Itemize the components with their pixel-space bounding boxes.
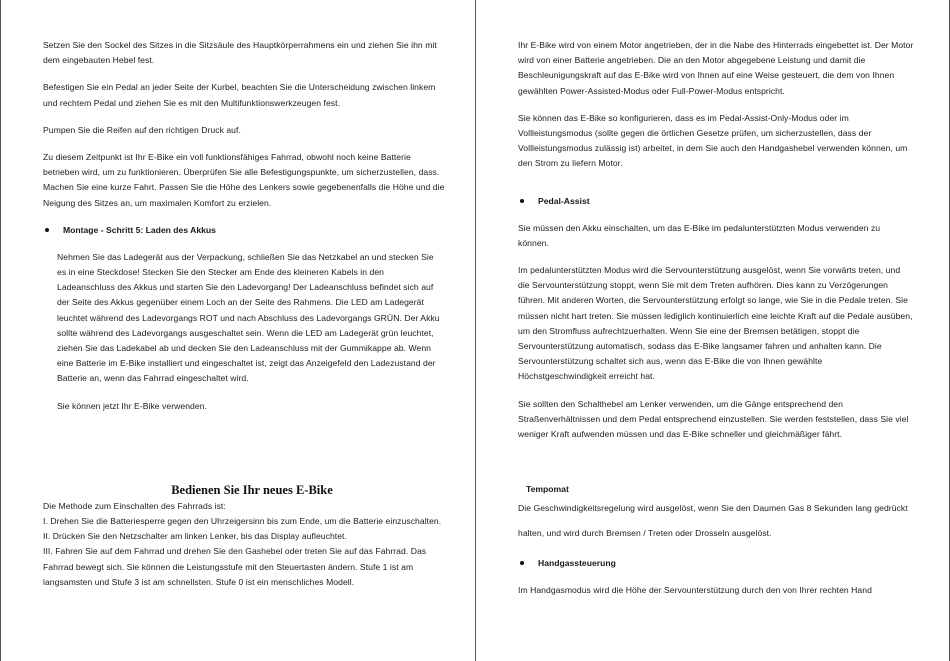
text-line: Höchstgeschwindigkeit erreicht hat. — [518, 371, 655, 382]
text-line: Pumpen Sie die Reifen auf den richtigen Druck auf. — [43, 124, 241, 135]
text-line: sollte während des Ladevorgangs ausgeschaltet sein. Wenn die LED am Ladegerät grün leuchtet, — [57, 327, 434, 338]
text-line: Zu diesem Zeitpunkt ist Ihr E-Bike ein voll funktionsfähiges Fahrrad, obwohl noch keine Batterie — [43, 152, 411, 163]
text-line: um den Stromfluss aufrechtzuerhalten. Wenn Sie eine der Bremsen betätigen, stoppt die — [518, 325, 860, 336]
text-line: es in eine Steckdose! Stecken Sie den Stecker am Ende des kleineren Kabels in den — [57, 267, 384, 278]
paragraph-pedals — [43, 80, 461, 110]
paragraph-battery-on — [518, 221, 935, 251]
text-line: halten, und wird durch Bremsen / Treten oder Drosseln ausgelöst. — [518, 528, 772, 539]
bullet-heading-charging — [43, 223, 461, 238]
text-line: Sie müssen den Akku einschalten, um das E-Bike im pedalunterstützten Modus verwenden zu — [518, 222, 881, 233]
bullet-heading-pedal-assist — [518, 194, 935, 209]
text-line: leuchtet während des Ladevorgangs ROT und nach Abschluss des Ladevorgangs GRÜN. Der Akku — [57, 312, 440, 323]
text-line: Straßenverhältnissen und dem Pedal entsprechend einzustellen. Sie werden feststellen, dass Sie viel — [518, 413, 909, 424]
text-line: Machen Sie eine kurze Fahrt. Passen Sie die Höhe des Lenkers sowie gegebenenfalls die Höhe und die — [43, 182, 445, 193]
subheading-cruise-control: Tempomat — [526, 484, 569, 495]
text-line: Setzen Sie den Sockel des Sitzes in die Sitzsäule des Hauptkörperrahmens ein und ziehen Sie ihn mit — [43, 40, 437, 50]
paragraph-config — [518, 111, 935, 172]
text-line: Beschleunigungskraft auf das E-Bike wird von Ihnen auf eine Weise gesteuert, die dem von Ihnen — [518, 70, 895, 81]
text-line: Batterie an, wenn das Fahrrad eingeschaltet wird. — [57, 373, 249, 384]
paragraph-tires — [43, 123, 461, 138]
text-line: Servounterstützung schaltet sich aus, wenn das E-Bike die von Ihnen gewählte — [518, 356, 823, 367]
bullet-dot-icon — [520, 561, 524, 565]
text-line: Neigung des Sitzes an, um maximalen Komfort zu erzielen. — [43, 197, 272, 208]
text-line: Ladeanschluss des Akkus und starten Sie den Ladevorgang! Der Ladeanschluss befindet sich auf — [57, 282, 434, 293]
text-line: weniger Kraft aufwenden müssen und das E-Bike schneller und gleichmäßiger fährt. — [518, 429, 843, 440]
text-line: Sie können das E-Bike so konfigurieren, dass es im Pedal-Assist-Only-Modus oder im — [518, 112, 849, 123]
text-line: III. Fahren Sie auf dem Fahrrad und drehen Sie den Gashebel oder treten Sie auf das Fahrrad. Das — [43, 546, 427, 557]
paragraph-shifter — [518, 397, 935, 443]
bullet-dot-icon — [520, 199, 524, 203]
text-line: Servounterstützung automatisch, sodass das E-Bike langsamer fahren und anhalten kann. Die — [518, 341, 882, 352]
section-title: Bedienen Sie Ihr neues E-Bike — [171, 482, 333, 497]
text-line: Vollleistungsmodus (sollte gegen die örtlichen Gesetze prüfen, um sicherzustellen, dass der — [518, 128, 872, 139]
text-line: den Strom zu liefern Motor. — [518, 158, 623, 169]
text-line: müssen nicht hart treten. Sie müssen lediglich kontinuierlich eine leichte Kraft auf die Pedale ausüben, — [518, 310, 913, 321]
right-page — [476, 0, 950, 661]
paragraph-cruise-a — [518, 501, 935, 516]
text-line: betrieben wird, um zu funktionieren. Überprüfen Sie alle Befestigungspunkte, um sicherzustellen, dass. — [43, 167, 440, 178]
paragraph-seat — [43, 38, 461, 68]
paragraph-ready-bike — [43, 150, 461, 211]
text-line: dem eingebauten Hebel fest. — [43, 55, 155, 66]
text-line: ziehen Sie das Ladekabel ab und decken Sie den Ladeanschluss mit der Gummikappe ab. Wenn — [57, 343, 432, 354]
text-line: führen. Mit anderen Worten, die Servounterstützung erfolgt so lange, wie Sie in die Pedale treten. Sie — [518, 295, 908, 306]
bullet-heading-throttle — [518, 556, 935, 571]
text-line: Im pedalunterstützten Modus wird die Servounterstützung ausgelöst, wenn Sie vorwärts treten, und — [518, 265, 901, 276]
paragraph-throttle — [518, 583, 935, 598]
text-line: Sie können jetzt Ihr E-Bike verwenden. — [57, 400, 207, 411]
bullet-dot-icon — [45, 228, 49, 232]
paragraph-charging — [43, 250, 461, 387]
text-line: der Seite des Akkus gegenüber einem Loch an der Seite des Rahmens. Die LED am Ladegerät — [57, 297, 424, 308]
text-line: können. — [518, 237, 549, 248]
text-line: die Servounterstützung stoppt, wenn Sie mit dem Treten aufhören. Dies kann zu Verzögerungen — [518, 280, 889, 291]
text-line: wird von einer Batterie angetrieben. Die an den Motor abgegebene Leistung und damit die — [518, 55, 866, 66]
text-line: Sie sollten den Schalthebel am Lenker verwenden, um die Gänge entsprechend den — [518, 398, 843, 409]
text-line: I. Drehen Sie die Batteriesperre gegen den Uhrzeigersinn bis zum Ende, um die Batterie einzuschalten. — [43, 516, 442, 527]
text-line: eine Batterie im E-Bike installiert und eingeschaltet ist, zeigt das Anzeigefeld den Ladezustand der — [57, 358, 436, 369]
paragraph-cruise-b — [518, 526, 935, 541]
text-line: und rechtem Pedal und ziehen Sie es mit den Multifunktionswerkzeugen fest. — [43, 97, 341, 108]
text-line: Nehmen Sie das Ladegerät aus der Verpackung, schließen Sie das Netzkabel an und stecken Sie — [57, 251, 434, 262]
paragraph-startup-method — [43, 499, 461, 590]
text-line: langsamsten und Stufe 3 ist am schnellsten. Stufe 0 ist ein menschliches Modell. — [43, 576, 355, 587]
text-line: Vollleistungsmodus zulässig ist) arbeitet, in dem Sie auch den Handgashebel verwenden können, um — [518, 143, 908, 154]
text-line: Befestigen Sie ein Pedal an jeder Seite der Kurbel, beachten Sie die Unterscheidung zwischen linkem — [43, 82, 436, 93]
paragraph-motor — [518, 38, 935, 99]
text-line: gewählten Power-Assisted-Modus oder Full-Power-Modus entspricht. — [518, 85, 785, 96]
paragraph-ready-use — [43, 399, 461, 414]
text-line: Die Methode zum Einschalten des Fahrrads ist: — [43, 500, 226, 511]
bullet-heading-text: Handgassteuerung — [538, 557, 616, 568]
text-line: Fahrrad bewegt sich. Sie können die Leistungsstufe mit den Steuertasten ändern. Stufe 1 ist am — [43, 561, 414, 572]
text-line: Ihr E-Bike wird von einem Motor angetrieben, der in die Nabe des Hinterrads eingebettet ist. Der Motor — [518, 40, 914, 50]
text-line: Die Geschwindigkeitsregelung wird ausgelöst, wenn Sie den Daumen Gas 8 Sekunden lang gedrückt — [518, 503, 908, 514]
text-line: II. Drücken Sie den Netzschalter am linken Lenker, bis das Display aufleuchtet. — [43, 531, 347, 542]
paragraph-pedal-mode — [518, 263, 935, 385]
text-line: Im Handgasmodus wird die Höhe der Servounterstützung durch den von Ihrer rechten Hand — [518, 584, 872, 595]
bullet-heading-text: Pedal-Assist — [538, 195, 590, 206]
bullet-heading-text: Montage - Schritt 5: Laden des Akkus — [63, 224, 216, 235]
